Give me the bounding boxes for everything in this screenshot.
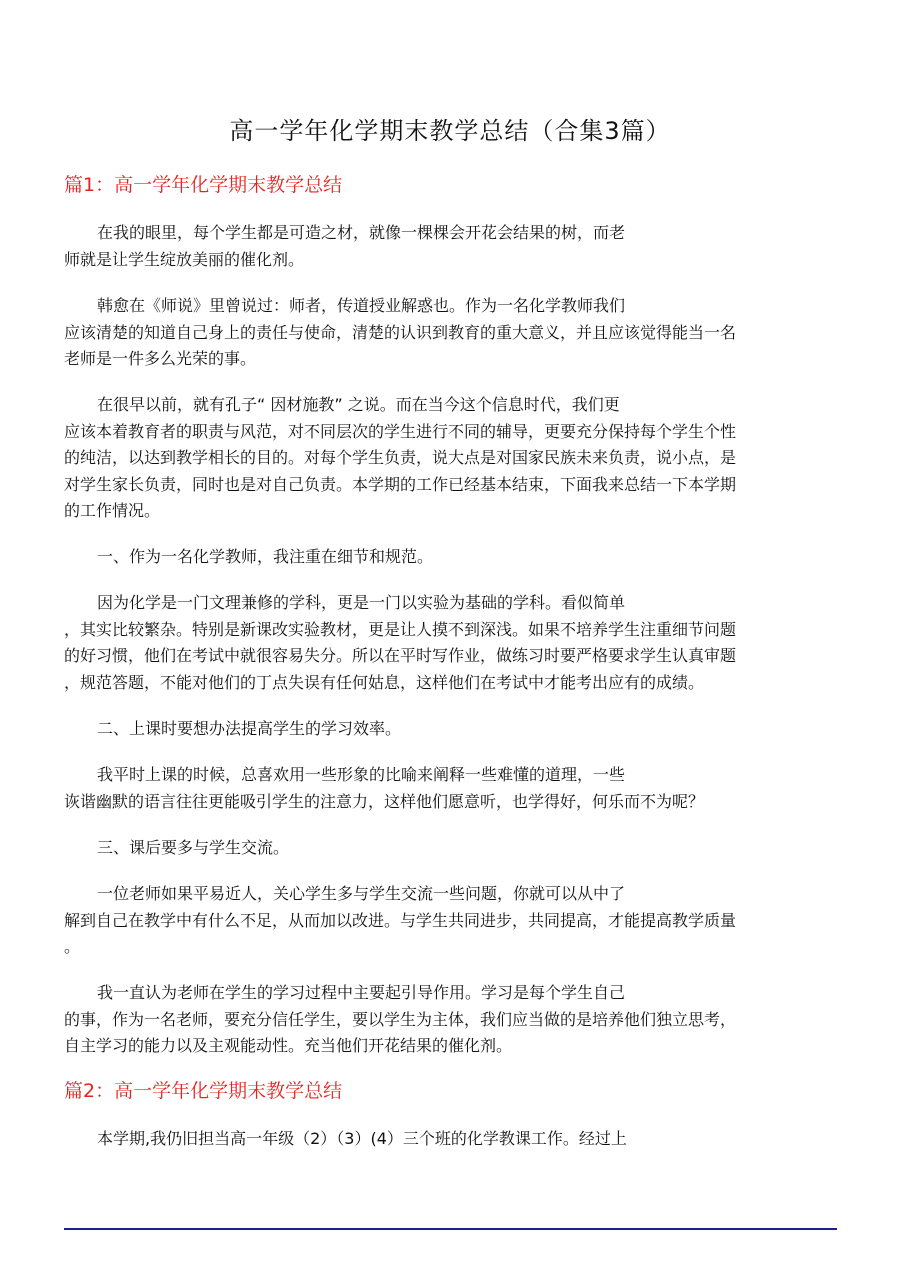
- document-title: 高一学年化学期末教学总结（合集3篇）: [229, 117, 671, 145]
- paragraph-line: 师就是让学生绽放美丽的催化剂。: [64, 249, 305, 269]
- paragraph-line: 的事，作为一名老师，要充分信任学生，要以学生为主体，我们应当做的是培养他们独立思考，: [64, 1009, 737, 1029]
- paragraph-1: [64, 220, 844, 273]
- paragraph-line: 应该本着教育者的职责与风范，对不同层次的学生进行不同的辅导，更要充分保持每个学生个性: [64, 421, 737, 441]
- paragraph-line: 的纯洁，以达到教学相长的目的。对每个学生负责，说大点是对国家民族未来负责，说小点，是: [64, 448, 737, 467]
- paragraph-line: 对学生家长负责，同时也是对自己负责。本学期的工作已经基本结束，下面我来总结一下本学期: [64, 474, 737, 494]
- paragraph-line: ，其实比较繁杂。特别是新课改实验教材，更是让人摸不到深浅。如果不培养学生注重细节问题: [64, 619, 737, 639]
- paragraph-11: [64, 1126, 844, 1153]
- section-1-heading: 篇1：高一学年化学期末教学总结: [64, 174, 343, 196]
- paragraph-4: [64, 544, 844, 571]
- paragraph-line: 。: [64, 937, 81, 956]
- paragraph-2: [64, 293, 844, 373]
- paragraph-line: 我平时上课的时候，总喜欢用一些形象的比喻来阐释一些难懂的道理，一些: [97, 765, 626, 784]
- paragraph-7: [64, 762, 844, 815]
- paragraph-line: 本学期,我仍旧担当高一年级（2）（3）(4）三个班的化学教课工作。经过上: [97, 1129, 627, 1148]
- footer-divider: [64, 1228, 837, 1230]
- paragraph-line: 自主学习的能力以及主观能动性。充当他们开花结果的催化剂。: [64, 1036, 513, 1055]
- paragraph-line: 韩愈在《师说》里曾说过：师者，传道授业解惑也。作为一名化学教师我们: [97, 296, 626, 315]
- paragraph-9: [64, 881, 844, 961]
- paragraph-line: 诙谐幽默的语言往往更能吸引学生的注意力，这样他们愿意听，也学得好，何乐而不为呢？: [64, 791, 705, 811]
- paragraph-line: 的好习惯，他们在考试中就很容易失分。所以在平时写作业，做练习时要严格要求学生认真审题: [64, 646, 737, 665]
- paragraph-line: ，规范答题，不能对他们的丁点失误有任何姑息，这样他们在考试中才能考出应有的成绩。: [64, 672, 705, 692]
- paragraph-line: 的工作情况。: [64, 501, 161, 520]
- paragraph-6: [64, 716, 844, 743]
- paragraph-line: 三、课后要多与学生交流。: [97, 838, 290, 857]
- section-2-heading: 篇2：高一学年化学期末教学总结: [64, 1080, 343, 1102]
- paragraph-line: 一、作为一名化学教师，我注重在细节和规范。: [97, 547, 434, 566]
- paragraph-3: [64, 392, 844, 525]
- paragraph-8: [64, 835, 844, 862]
- paragraph-5: [64, 590, 844, 696]
- paragraph-line: 老师是一件多么光荣的事。: [64, 349, 257, 368]
- paragraph-line: 一位老师如果平易近人，关心学生多与学生交流一些问题，你就可以从中了: [97, 884, 626, 903]
- paragraph-line: 因为化学是一门文理兼修的学科，更是一门以实验为基础的学科。看似简单: [97, 593, 626, 612]
- paragraph-line: 应该清楚的知道自己身上的责任与使命，清楚的认识到教育的重大意义，并且应该觉得能当一名: [64, 322, 737, 342]
- paragraph-line: 在很早以前，就有孔子“ 因材施教” 之说。而在当今这个信息时代，我们更: [97, 395, 620, 414]
- paragraph-line: 在我的眼里，每个学生都是可造之材，就像一棵棵会开花会结果的树，而老: [97, 223, 626, 242]
- paragraph-line: 二、上课时要想办法提高学生的学习效率。: [97, 719, 402, 738]
- paragraph-line: 解到自己在教学中有什么不足，从而加以改进。与学生共同进步，共同提高，才能提高教学质量: [64, 910, 737, 930]
- paragraph-10: [64, 980, 844, 1060]
- paragraph-line: 我一直认为老师在学生的学习过程中主要起引导作用。学习是每个学生自己: [97, 983, 626, 1002]
